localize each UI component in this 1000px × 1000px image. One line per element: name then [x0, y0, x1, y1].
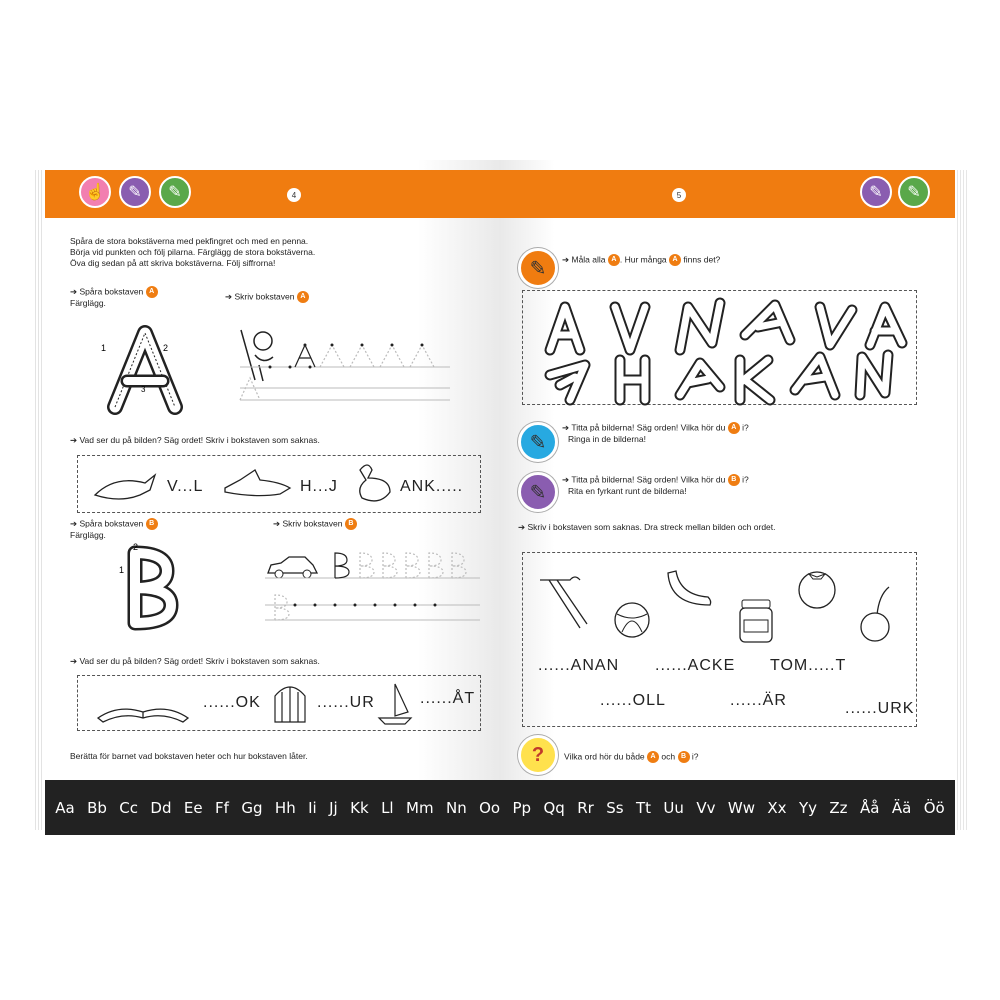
svg-text:2: 2 — [163, 343, 169, 353]
write-a-lines — [240, 340, 450, 415]
left-header-band — [45, 170, 500, 218]
letter-a-badge: A — [297, 291, 309, 303]
letter-b-badge: B — [678, 751, 690, 763]
trace-letter-a — [101, 325, 185, 415]
question-mark-icon: ? — [518, 735, 558, 775]
write-b-instruction: ➔ Skriv bokstaven B — [273, 518, 357, 530]
letter-a-badge: A — [669, 254, 681, 266]
tomato-icon — [795, 565, 840, 610]
word-ball: ......OLL — [600, 692, 666, 709]
page-number-right: 5 — [672, 188, 686, 202]
pencil-icon: ✎ — [518, 422, 558, 462]
pencil-icon: ✎ — [518, 472, 558, 512]
banana-icon — [660, 565, 720, 615]
page-number-left: 4 — [287, 188, 301, 202]
alphabet-letter: Xx — [767, 798, 787, 817]
word-glass: ......ÄR — [730, 692, 787, 709]
svg-text:2: 2 — [133, 542, 139, 552]
footer-note: Berätta för barnet vad bokstaven heter och hur bokstaven låter. — [70, 751, 308, 761]
ball-icon — [612, 600, 652, 640]
look-b-subtext: Rita en fyrkant runt de bilderna! — [568, 486, 687, 496]
word-shark: H...J — [300, 478, 338, 495]
alphabet-letter: Ee — [183, 798, 203, 817]
alphabet-letter: Pp — [512, 798, 532, 817]
alphabet-letter: Zz — [829, 798, 848, 817]
look-a-subtext: Ringa in de bilderna! — [568, 434, 646, 444]
alphabet-letter: Jj — [329, 798, 338, 817]
alphabet-letter: Ss — [606, 798, 624, 817]
letter-a-badge: A — [647, 751, 659, 763]
paint-a-instruction: ➔ Måla alla A . Hur många A finns det? — [562, 254, 721, 265]
alphabet-letter: Aa — [55, 798, 75, 817]
pencil-icon: ✎ — [518, 248, 558, 288]
whale-icon — [90, 465, 160, 505]
word-book: ......OK — [203, 694, 261, 711]
alphabet-letter: Rr — [577, 798, 594, 817]
look-a-instruction: ➔ Titta på bilderna! Säg orden! Vilka hör du A i? — [562, 422, 749, 433]
trace-a-color: Färglägg. — [70, 298, 106, 308]
word-banana: ......ANAN — [538, 657, 620, 674]
alphabet-letter: Dd — [150, 798, 172, 817]
pencil-icon: ✎ — [119, 176, 151, 208]
word-jar: ......ACKE — [655, 657, 736, 674]
word-tomato: TOM.....T — [770, 657, 847, 674]
alphabet-letter: Cc — [119, 798, 139, 817]
jar-icon — [738, 598, 774, 644]
alphabet-letter: Qq — [543, 798, 565, 817]
pencil-icon: ✎ — [898, 176, 930, 208]
alphabet-letter: Ll — [381, 798, 394, 817]
trace-b-color: Färglägg. — [70, 530, 106, 540]
alphabet-letter: Vv — [696, 798, 716, 817]
open-workbook — [35, 160, 965, 840]
intro-line-2: Börja vid punkten och följ pilarna. Färglägg de stora bokstäverna. — [70, 247, 316, 257]
svg-text:1: 1 — [119, 565, 125, 575]
alphabet-letter: Öö — [923, 798, 945, 817]
write-a-instruction: ➔ Skriv bokstaven A — [225, 291, 309, 303]
picture-a-instruction: ➔ Vad ser du på bilden? Säg ordet! Skriv i bokstaven som saknas. — [70, 435, 320, 445]
shark-icon — [220, 468, 295, 504]
fill-instruction: ➔ Skriv i bokstaven som saknas. Dra streck mellan bilden och ordet. — [518, 522, 776, 532]
alphabet-band — [45, 780, 955, 835]
alphabet-letter: Oo — [479, 798, 501, 817]
book-icon — [93, 682, 193, 724]
left-page — [45, 160, 500, 835]
picture-b-instruction: ➔ Vad ser du på bilden? Säg ordet! Skriv i bokstaven som saknas. — [70, 656, 320, 666]
word-boat: ......ÅT — [420, 690, 476, 707]
alphabet-letter: Åå — [859, 798, 880, 817]
word-cup: ......URK — [845, 700, 915, 717]
alphabet-letter: Hh — [274, 798, 296, 817]
alphabet-letter: Ii — [308, 798, 317, 817]
write-b-lines — [265, 550, 485, 635]
alphabet-letter: Bb — [87, 798, 107, 817]
alphabet-letter: Kk — [350, 798, 369, 817]
outlined-letters — [530, 295, 915, 403]
trace-a-instruction: ➔ Spåra bokstaven A — [70, 286, 158, 298]
letter-a-badge: A — [728, 422, 740, 434]
letter-b-badge: B — [345, 518, 357, 530]
boat-icon — [375, 678, 415, 726]
alphabet-letter: Ff — [215, 798, 229, 817]
alphabet-letter: Mm — [406, 798, 434, 817]
intro-line-3: Öva dig sedan på att skriva bokstäverna. Följ siffrorna! — [70, 258, 276, 268]
letter-b-badge: B — [146, 518, 158, 530]
pencil-icon: ✎ — [860, 176, 892, 208]
svg-text:1: 1 — [101, 343, 107, 353]
letter-a-badge: A — [146, 286, 158, 298]
trace-letter-b — [115, 542, 185, 630]
alphabet-letter: Tt — [635, 798, 652, 817]
word-duck: ANK..... — [400, 478, 464, 495]
finger-icon: ☝ — [79, 176, 111, 208]
alphabet-letter: Ää — [891, 798, 912, 817]
duck-icon — [350, 460, 395, 508]
letter-b-badge: B — [728, 474, 740, 486]
letter-a-badge: A — [608, 254, 620, 266]
word-cage: ......UR — [317, 694, 375, 711]
alphabet-letter: Uu — [663, 798, 684, 817]
intro-line-1: Spåra de stora bokstäverna med pekfingret och med en penna. — [70, 236, 309, 246]
slide-icon — [535, 560, 595, 630]
look-b-instruction: ➔ Titta på bilderna! Säg orden! Vilka hör du B i? — [562, 474, 749, 485]
alphabet-letter: Nn — [445, 798, 467, 817]
word-whale: V...L — [167, 478, 204, 495]
svg-text:3: 3 — [141, 385, 146, 394]
trace-b-instruction: ➔ Spåra bokstaven B — [70, 518, 158, 530]
alphabet-letter: Gg — [241, 798, 263, 817]
question-text: Vilka ord hör du både A och B i? — [564, 751, 699, 762]
cherry-icon — [855, 585, 895, 645]
alphabet-letter: Yy — [798, 798, 817, 817]
pencil-icon: ✎ — [159, 176, 191, 208]
birdcage-icon — [270, 678, 310, 726]
alphabet-letter: Ww — [727, 798, 755, 817]
right-page — [500, 160, 955, 835]
